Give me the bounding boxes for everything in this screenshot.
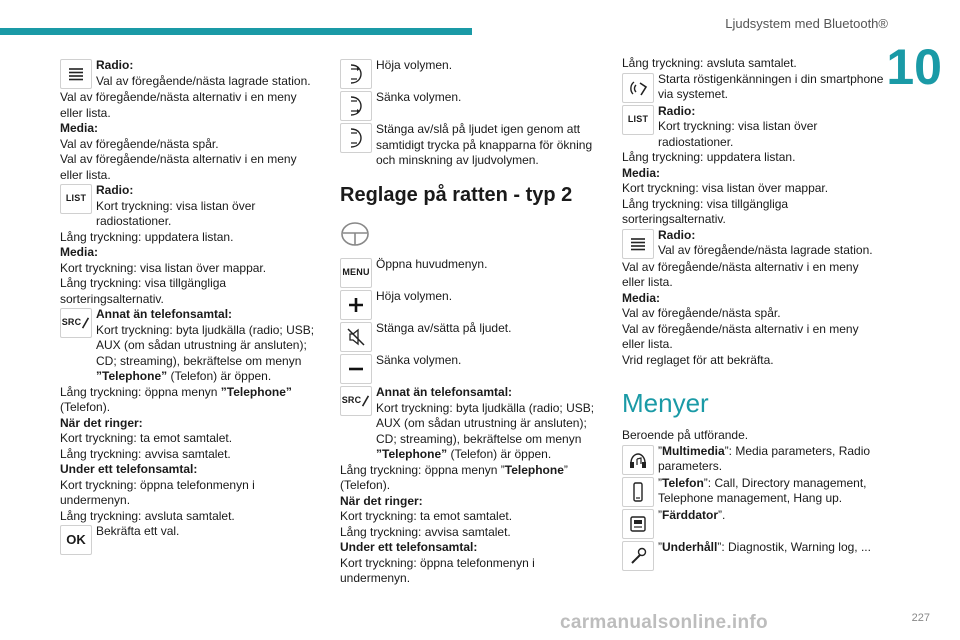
scroll-wheel-icon [60,59,92,89]
src-button-item [60,307,322,385]
text: ”Färddator”. [658,507,726,522]
text: ”Underhåll”: Diagnostik, Warning log, ... [658,539,871,554]
scroll-wheel-icon [622,229,654,259]
call-title: Under ett telefonsamtal: [60,462,198,476]
text: Vrid reglaget för att bekräfta. [622,352,774,367]
text: Kort tryckning: öppna telefonmenyn i undermenyn. [60,477,255,507]
multimedia-icon [622,445,654,475]
menu-underhall-item [622,540,884,572]
text: Lång tryckning: avvisa samtalet. [60,446,231,461]
menu-farddator-item [622,508,884,540]
text: Lång tryckning: visa tillgängliga sorteringsalternativ. [60,276,227,306]
call-title: Under ett telefonsamtal: [340,540,478,554]
media-title: Media: [622,290,661,305]
minus-item [340,353,602,385]
text: Kort tryckning: byta ljudkälla (radio; USB; AUX (om sådan utrustning är ansluten); CD; streaming), bekräftelse om menyn ”Telephone” (Telefon) är öppen. [96,322,315,383]
src-button-item [340,385,602,463]
text: Höja volymen. [376,58,453,72]
text: Val av föregående/nästa lagrade station. [658,243,873,257]
radio-title: Radio: [96,183,134,197]
text: Val av föregående/nästa spår. [60,136,219,151]
radio-title: Radio: [658,103,696,118]
text: Stänga av/sätta på ljudet. [376,321,512,335]
wrench-icon [622,541,654,571]
text: Höja volymen. [376,289,453,303]
text: Kort tryckning: ta emot samtalet. [340,509,513,523]
text: Val av föregående/nästa alternativ i en meny eller lista. [60,152,297,182]
text: Lång tryckning: uppdatera listan. [622,150,796,164]
text: Kort tryckning: visa listan över radiostationer. [658,119,818,149]
text: Kort tryckning: öppna telefonmenyn i undermenyn. [340,555,535,585]
column-1 [60,58,322,556]
radio-title: Radio: [96,58,134,72]
plus-item [340,289,602,321]
mute-item [340,122,602,169]
section-heading: Reglage på ratten - typ 2 [340,183,573,206]
mute2-item [340,321,602,353]
ok-button-icon: OK [60,525,92,555]
text: Lång tryckning: öppna menyn ”Telephone” (Telefon). [340,462,568,492]
media-title: Media: [622,165,661,180]
text: Lång tryckning: avsluta samtalet. [60,508,235,523]
text: Val av föregående/nästa alternativ i en meny eller lista. [60,90,297,120]
text: Sänka volymen. [376,90,462,104]
text: Kort tryckning: byta ljudkälla (radio; USB; AUX (om sådan utrustning är ansluten); CD; streaming), bekräftelse om menyn ”Telephone” (Telefon) är öppen. [376,400,595,461]
voice-item [622,72,884,104]
text: Stänga av/slå på ljudet igen genom att samtidigt trycka på knapparna för ökning och minskning av ljudvolymen. [376,122,593,167]
ringing-title: När det ringer: [340,493,423,508]
list-button-icon: LIST [622,105,654,135]
radio-title: Radio: [658,227,696,242]
list-button-icon: LIST [60,184,92,214]
column-3 [622,56,884,572]
menus-heading: Menyer [622,388,709,418]
menu-multimedia-item [622,444,884,476]
trip-computer-icon [622,509,654,539]
text: Val av föregående/nästa lagrade station. [96,73,311,88]
volume-down-item [340,90,602,122]
src-phone-icon: SRC [60,308,92,338]
text: ”Telefon”: Call, Directory management, Telephone management, Hang up. [658,475,867,505]
text: Val av föregående/nästa alternativ i en meny eller lista. [622,321,859,351]
voice-recognition-icon [622,73,654,103]
minus-icon [340,354,372,384]
text: Sänka volymen. [376,353,462,367]
header-title: Ljudsystem med Bluetooth® [725,16,888,31]
text: Öppna huvudmenyn. [376,257,488,271]
src-phone-icon: SRC [340,386,372,416]
ringing-title: När det ringer: [60,415,143,430]
text: Bekräfta ett val. [96,524,180,538]
volume-down-thumbwheel-icon [340,91,372,121]
chapter-number: 10 [886,39,942,95]
plus-icon [340,290,372,320]
text: Lång tryckning: visa tillgängliga sorteringsalternativ. [622,196,789,226]
ok-button-item [60,524,322,556]
text: Lång tryckning: uppdatera listan. [60,229,234,244]
menu-button-icon: MENU [340,258,372,288]
mute-speaker-icon [340,322,372,352]
list-button-item [60,183,322,230]
menu-item [340,257,602,289]
other-title: Annat än telefonsamtal: [96,307,233,321]
menu-telefon-item [622,476,884,508]
text: Lång tryckning: öppna menyn ”Telephone” (Telefon). [60,384,292,414]
text: Val av föregående/nästa spår. [622,306,781,320]
mute-thumbwheel-icon [340,123,372,153]
list-button-item [622,104,884,151]
phone-icon [622,477,654,507]
media-title: Media: [60,121,99,135]
text: Starta röstigenkänningen i din smartphone via systemet. [658,71,884,101]
page-number: 227 [911,612,930,624]
scroll-list-item [60,58,322,90]
text: Kort tryckning: visa listan över mappar. [60,260,267,275]
text: Val av föregående/nästa alternativ i en meny eller lista. [622,259,859,289]
volume-up-item [340,58,602,90]
steering-wheel-icon [340,221,370,247]
text: Lång tryckning: avsluta samtalet. [622,56,797,70]
header-accent-bar [0,28,472,35]
text: Beroende på utförande. [622,428,749,442]
text: Kort tryckning: visa listan över mappar. [622,181,829,195]
text: ”Multimedia”: Media parameters, Radio parameters. [658,443,871,473]
scroll-list-item [622,228,884,260]
volume-up-thumbwheel-icon [340,59,372,89]
other-title: Annat än telefonsamtal: [376,385,513,399]
watermark: carmanualsonline.info [560,612,768,633]
text: Kort tryckning: ta emot samtalet. [60,431,233,445]
media-title: Media: [60,245,99,259]
text: Kort tryckning: visa listan över radiostationer. [96,198,256,228]
text: Lång tryckning: avvisa samtalet. [340,524,511,539]
column-2 [340,58,602,587]
